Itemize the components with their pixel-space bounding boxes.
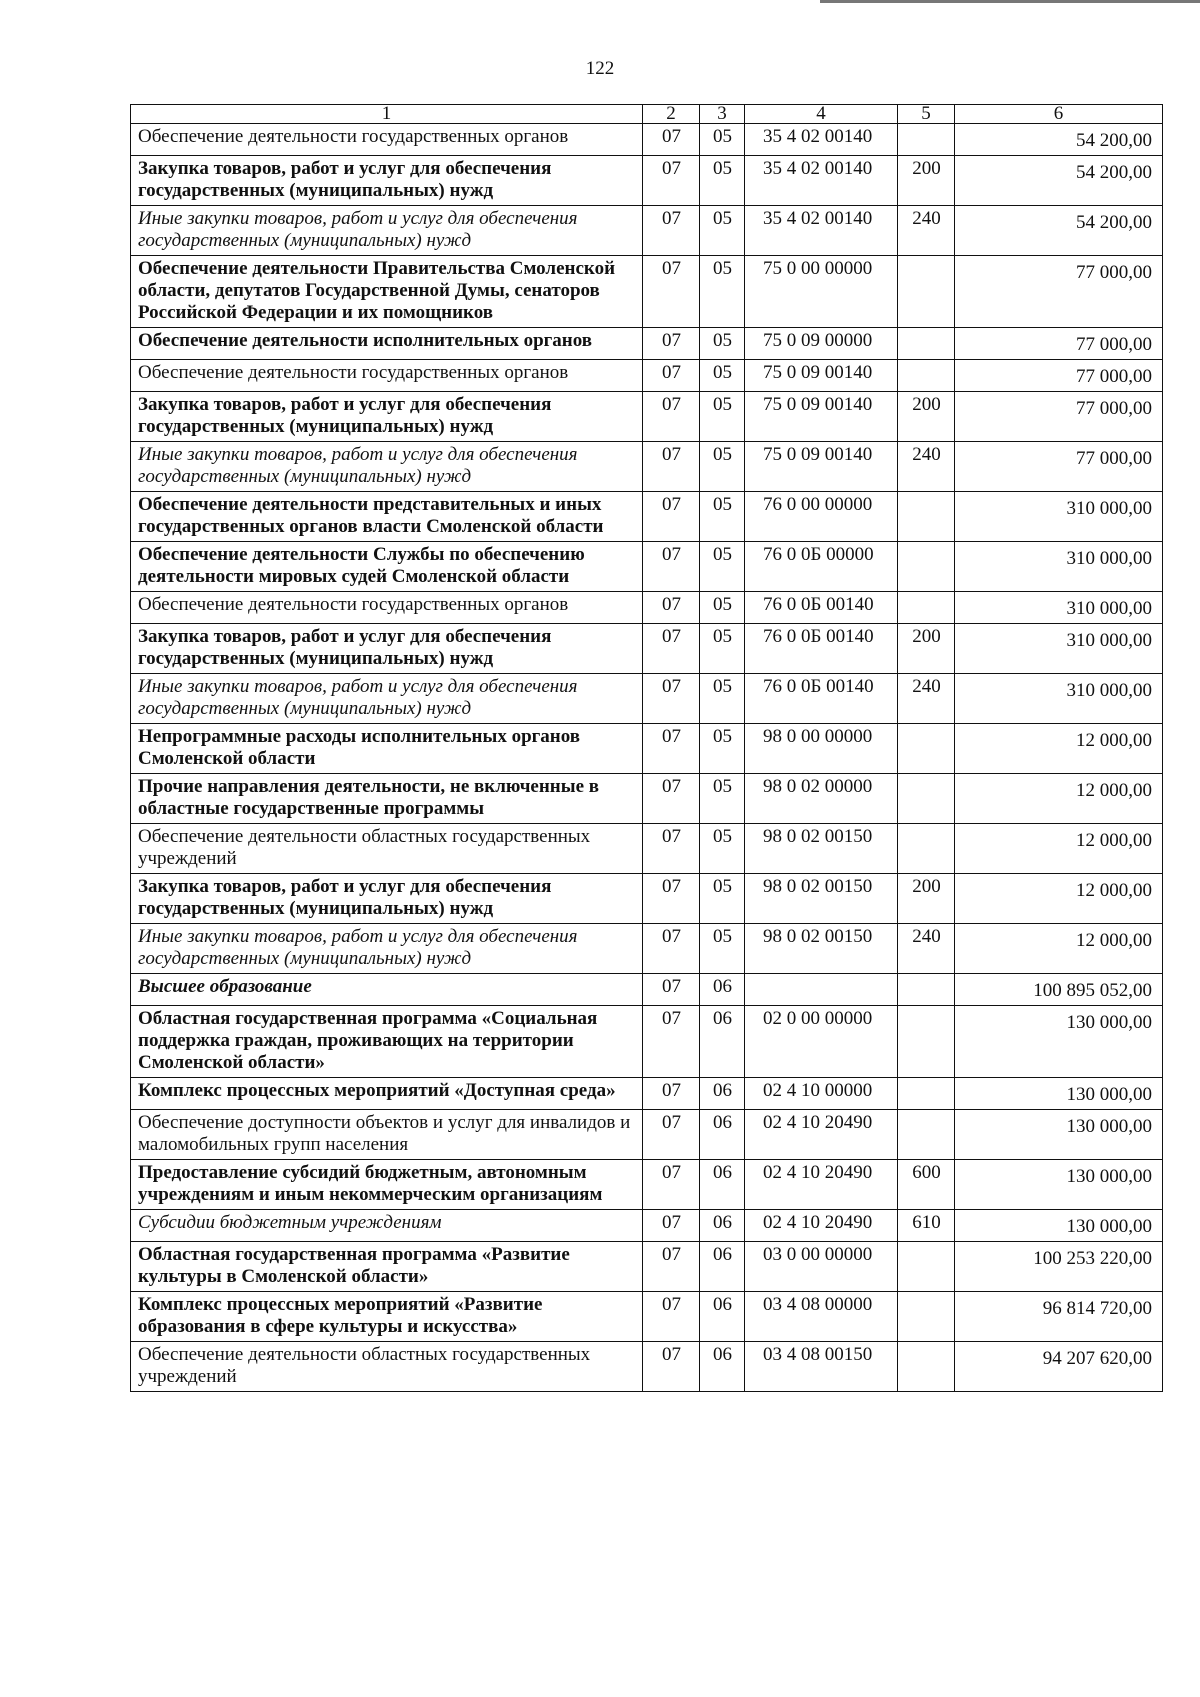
column-header-4: 4 xyxy=(745,105,898,124)
expense-type-code xyxy=(898,1292,955,1342)
table-row xyxy=(131,774,1163,824)
expense-type-code xyxy=(898,724,955,774)
expense-type-code xyxy=(898,328,955,360)
row-description: Обеспечение деятельности областных государственных учреждений xyxy=(131,1342,643,1392)
amount-value: 12 000,00 xyxy=(955,774,1163,824)
target-article-code: 76 0 0Б 00000 xyxy=(745,542,898,592)
target-article-code: 98 0 02 00150 xyxy=(745,874,898,924)
amount-value: 310 000,00 xyxy=(955,674,1163,724)
table-row xyxy=(131,592,1163,624)
subsection-code: 05 xyxy=(700,674,745,724)
row-description: Областная государственная программа «Развитие культуры в Смоленской области» xyxy=(131,1242,643,1292)
expense-type-code xyxy=(898,542,955,592)
row-description: Непрограммные расходы исполнительных органов Смоленской области xyxy=(131,724,643,774)
section-code: 07 xyxy=(643,256,700,328)
expense-type-code: 240 xyxy=(898,442,955,492)
target-article-code: 35 4 02 00140 xyxy=(745,156,898,206)
column-header-1: 1 xyxy=(131,105,643,124)
table-row xyxy=(131,392,1163,442)
subsection-code: 05 xyxy=(700,774,745,824)
table-row xyxy=(131,1006,1163,1078)
row-description: Закупка товаров, работ и услуг для обеспечения государственных (муниципальных) нужд xyxy=(131,156,643,206)
section-code: 07 xyxy=(643,674,700,724)
table-row xyxy=(131,974,1163,1006)
expense-type-code: 200 xyxy=(898,624,955,674)
subsection-code: 05 xyxy=(700,124,745,156)
target-article-code: 75 0 09 00000 xyxy=(745,328,898,360)
target-article-code: 76 0 00 00000 xyxy=(745,492,898,542)
target-article-code: 35 4 02 00140 xyxy=(745,206,898,256)
subsection-code: 06 xyxy=(700,1210,745,1242)
expense-type-code xyxy=(898,774,955,824)
expense-type-code xyxy=(898,1110,955,1160)
section-code: 07 xyxy=(643,824,700,874)
expense-type-code: 240 xyxy=(898,924,955,974)
expense-type-code xyxy=(898,1078,955,1110)
expense-type-code xyxy=(898,256,955,328)
subsection-code: 05 xyxy=(700,874,745,924)
target-article-code xyxy=(745,974,898,1006)
column-header-6: 6 xyxy=(955,105,1163,124)
subsection-code: 05 xyxy=(700,256,745,328)
section-code: 07 xyxy=(643,542,700,592)
target-article-code: 02 4 10 20490 xyxy=(745,1110,898,1160)
table-row xyxy=(131,442,1163,492)
table-row xyxy=(131,492,1163,542)
section-code: 07 xyxy=(643,1078,700,1110)
subsection-code: 06 xyxy=(700,1292,745,1342)
section-code: 07 xyxy=(643,1292,700,1342)
target-article-code: 75 0 00 00000 xyxy=(745,256,898,328)
column-header-3: 3 xyxy=(700,105,745,124)
section-code: 07 xyxy=(643,442,700,492)
table-row xyxy=(131,924,1163,974)
section-code: 07 xyxy=(643,1006,700,1078)
target-article-code: 03 4 08 00000 xyxy=(745,1292,898,1342)
table-row xyxy=(131,1078,1163,1110)
table-row xyxy=(131,1110,1163,1160)
table-row xyxy=(131,674,1163,724)
section-code: 07 xyxy=(643,1342,700,1392)
table-row xyxy=(131,874,1163,924)
row-description: Закупка товаров, работ и услуг для обеспечения государственных (муниципальных) нужд xyxy=(131,392,643,442)
expense-type-code xyxy=(898,492,955,542)
section-code: 07 xyxy=(643,1242,700,1292)
amount-value: 310 000,00 xyxy=(955,624,1163,674)
target-article-code: 75 0 09 00140 xyxy=(745,392,898,442)
table-row xyxy=(131,1210,1163,1242)
table-row xyxy=(131,1242,1163,1292)
column-header-2: 2 xyxy=(643,105,700,124)
subsection-code: 06 xyxy=(700,1078,745,1110)
amount-value: 94 207 620,00 xyxy=(955,1342,1163,1392)
amount-value: 54 200,00 xyxy=(955,206,1163,256)
subsection-code: 05 xyxy=(700,392,745,442)
subsection-code: 05 xyxy=(700,542,745,592)
amount-value: 130 000,00 xyxy=(955,1210,1163,1242)
row-description: Обеспечение деятельности государственных органов xyxy=(131,360,643,392)
amount-value: 310 000,00 xyxy=(955,542,1163,592)
subsection-code: 06 xyxy=(700,974,745,1006)
table-row xyxy=(131,256,1163,328)
expense-type-code: 200 xyxy=(898,874,955,924)
section-code: 07 xyxy=(643,874,700,924)
row-description: Областная государственная программа «Социальная поддержка граждан, проживающих на территории Смоленской области» xyxy=(131,1006,643,1078)
table-body xyxy=(131,105,1163,1392)
target-article-code: 98 0 02 00150 xyxy=(745,824,898,874)
subsection-code: 06 xyxy=(700,1242,745,1292)
target-article-code: 02 4 10 20490 xyxy=(745,1210,898,1242)
row-description: Иные закупки товаров, работ и услуг для обеспечения государственных (муниципальных) нужд xyxy=(131,442,643,492)
section-code: 07 xyxy=(643,924,700,974)
subsection-code: 05 xyxy=(700,592,745,624)
row-description: Обеспечение деятельности Правительства Смоленской области, депутатов Государственной Думы, сенаторов Российской Федерации и их помощников xyxy=(131,256,643,328)
subsection-code: 05 xyxy=(700,724,745,774)
amount-value: 77 000,00 xyxy=(955,392,1163,442)
expense-type-code xyxy=(898,1342,955,1392)
subsection-code: 05 xyxy=(700,924,745,974)
target-article-code: 03 4 08 00150 xyxy=(745,1342,898,1392)
row-description: Субсидии бюджетным учреждениям xyxy=(131,1210,643,1242)
expense-type-code: 610 xyxy=(898,1210,955,1242)
amount-value: 77 000,00 xyxy=(955,256,1163,328)
expense-type-code: 200 xyxy=(898,156,955,206)
target-article-code: 98 0 02 00000 xyxy=(745,774,898,824)
amount-value: 77 000,00 xyxy=(955,442,1163,492)
amount-value: 77 000,00 xyxy=(955,360,1163,392)
target-article-code: 02 4 10 20490 xyxy=(745,1160,898,1210)
table-row xyxy=(131,1292,1163,1342)
row-description: Высшее образование xyxy=(131,974,643,1006)
section-code: 07 xyxy=(643,1110,700,1160)
expense-type-code: 600 xyxy=(898,1160,955,1210)
target-article-code: 75 0 09 00140 xyxy=(745,442,898,492)
table-row xyxy=(131,624,1163,674)
amount-value: 96 814 720,00 xyxy=(955,1292,1163,1342)
amount-value: 12 000,00 xyxy=(955,924,1163,974)
subsection-code: 05 xyxy=(700,360,745,392)
table-row xyxy=(131,206,1163,256)
section-code: 07 xyxy=(643,624,700,674)
subsection-code: 06 xyxy=(700,1160,745,1210)
table-row xyxy=(131,124,1163,156)
section-code: 07 xyxy=(643,592,700,624)
amount-value: 310 000,00 xyxy=(955,492,1163,542)
target-article-code: 76 0 0Б 00140 xyxy=(745,592,898,624)
table-row xyxy=(131,724,1163,774)
table-row xyxy=(131,542,1163,592)
scan-edge-line xyxy=(820,0,1200,3)
table-row xyxy=(131,156,1163,206)
expense-type-code xyxy=(898,124,955,156)
expense-type-code xyxy=(898,974,955,1006)
section-code: 07 xyxy=(643,206,700,256)
page-number: 122 xyxy=(585,58,615,79)
row-description: Обеспечение деятельности Службы по обеспечению деятельности мировых судей Смоленской области xyxy=(131,542,643,592)
section-code: 07 xyxy=(643,392,700,442)
row-description: Обеспечение деятельности представительных и иных государственных органов власти Смоленской области xyxy=(131,492,643,542)
amount-value: 12 000,00 xyxy=(955,724,1163,774)
amount-value: 130 000,00 xyxy=(955,1160,1163,1210)
section-code: 07 xyxy=(643,328,700,360)
header-row xyxy=(131,105,1163,124)
amount-value: 130 000,00 xyxy=(955,1078,1163,1110)
section-code: 07 xyxy=(643,1210,700,1242)
amount-value: 130 000,00 xyxy=(955,1110,1163,1160)
expense-type-code xyxy=(898,1242,955,1292)
subsection-code: 06 xyxy=(700,1006,745,1078)
subsection-code: 05 xyxy=(700,206,745,256)
amount-value: 310 000,00 xyxy=(955,592,1163,624)
amount-value: 100 253 220,00 xyxy=(955,1242,1163,1292)
target-article-code: 76 0 0Б 00140 xyxy=(745,674,898,724)
section-code: 07 xyxy=(643,1160,700,1210)
expense-type-code: 200 xyxy=(898,392,955,442)
row-description: Обеспечение деятельности государственных органов xyxy=(131,124,643,156)
row-description: Иные закупки товаров, работ и услуг для обеспечения государственных (муниципальных) нужд xyxy=(131,924,643,974)
section-code: 07 xyxy=(643,156,700,206)
target-article-code: 76 0 0Б 00140 xyxy=(745,624,898,674)
row-description: Комплекс процессных мероприятий «Развитие образования в сфере культуры и искусства» xyxy=(131,1292,643,1342)
row-description: Обеспечение доступности объектов и услуг для инвалидов и маломобильных групп населения xyxy=(131,1110,643,1160)
expense-type-code xyxy=(898,824,955,874)
row-description: Закупка товаров, работ и услуг для обеспечения государственных (муниципальных) нужд xyxy=(131,624,643,674)
target-article-code: 02 4 10 00000 xyxy=(745,1078,898,1110)
expense-type-code: 240 xyxy=(898,674,955,724)
row-description: Предоставление субсидий бюджетным, автономным учреждениям и иным некоммерческим организациям xyxy=(131,1160,643,1210)
subsection-code: 05 xyxy=(700,824,745,874)
section-code: 07 xyxy=(643,724,700,774)
subsection-code: 06 xyxy=(700,1110,745,1160)
section-code: 07 xyxy=(643,360,700,392)
table-row xyxy=(131,1160,1163,1210)
amount-value: 77 000,00 xyxy=(955,328,1163,360)
target-article-code: 35 4 02 00140 xyxy=(745,124,898,156)
expense-type-code xyxy=(898,1006,955,1078)
expense-type-code xyxy=(898,360,955,392)
table-row xyxy=(131,824,1163,874)
target-article-code: 98 0 00 00000 xyxy=(745,724,898,774)
table-row xyxy=(131,360,1163,392)
target-article-code: 02 0 00 00000 xyxy=(745,1006,898,1078)
amount-value: 54 200,00 xyxy=(955,156,1163,206)
row-description: Иные закупки товаров, работ и услуг для обеспечения государственных (муниципальных) нужд xyxy=(131,206,643,256)
table-row xyxy=(131,1342,1163,1392)
amount-value: 130 000,00 xyxy=(955,1006,1163,1078)
row-description: Закупка товаров, работ и услуг для обеспечения государственных (муниципальных) нужд xyxy=(131,874,643,924)
subsection-code: 05 xyxy=(700,156,745,206)
target-article-code: 75 0 09 00140 xyxy=(745,360,898,392)
row-description: Прочие направления деятельности, не включенные в областные государственные программы xyxy=(131,774,643,824)
subsection-code: 05 xyxy=(700,328,745,360)
subsection-code: 05 xyxy=(700,624,745,674)
amount-value: 12 000,00 xyxy=(955,874,1163,924)
section-code: 07 xyxy=(643,774,700,824)
column-header-5: 5 xyxy=(898,105,955,124)
row-description: Обеспечение деятельности государственных органов xyxy=(131,592,643,624)
expense-type-code xyxy=(898,592,955,624)
target-article-code: 98 0 02 00150 xyxy=(745,924,898,974)
target-article-code: 03 0 00 00000 xyxy=(745,1242,898,1292)
row-description: Обеспечение деятельности исполнительных органов xyxy=(131,328,643,360)
subsection-code: 06 xyxy=(700,1342,745,1392)
amount-value: 100 895 052,00 xyxy=(955,974,1163,1006)
section-code: 07 xyxy=(643,974,700,1006)
section-code: 07 xyxy=(643,124,700,156)
expense-type-code: 240 xyxy=(898,206,955,256)
row-description: Обеспечение деятельности областных государственных учреждений xyxy=(131,824,643,874)
table-row xyxy=(131,328,1163,360)
amount-value: 54 200,00 xyxy=(955,124,1163,156)
row-description: Комплекс процессных мероприятий «Доступная среда» xyxy=(131,1078,643,1110)
section-code: 07 xyxy=(643,492,700,542)
budget-table xyxy=(130,104,1163,1392)
row-description: Иные закупки товаров, работ и услуг для обеспечения государственных (муниципальных) нужд xyxy=(131,674,643,724)
subsection-code: 05 xyxy=(700,492,745,542)
amount-value: 12 000,00 xyxy=(955,824,1163,874)
subsection-code: 05 xyxy=(700,442,745,492)
